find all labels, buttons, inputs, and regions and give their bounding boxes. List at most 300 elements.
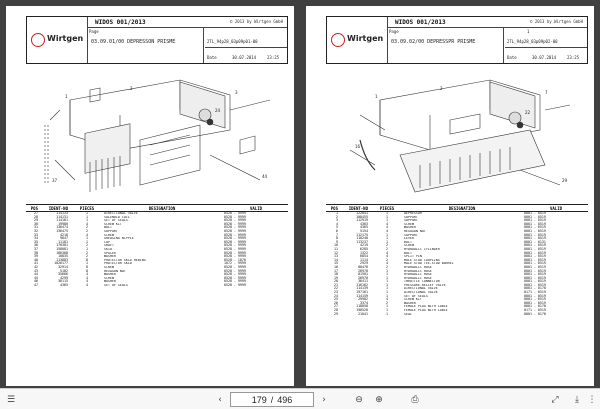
cell-ident: 114159 xyxy=(356,293,368,298)
cell-ident: 158081 xyxy=(56,246,68,251)
cell-pieces: 2 xyxy=(386,257,388,262)
cell-valid: 0528 - 9999 xyxy=(224,264,246,269)
cell-designation: HYDRAULIC HOSE xyxy=(404,273,432,277)
cell-valid: 0528 - 9999 xyxy=(224,211,246,215)
header-pieces: PIECES xyxy=(379,205,395,211)
cell-valid: 0001 - 0519 xyxy=(524,225,546,230)
header-divider xyxy=(503,27,504,63)
cell-designation: SCREW xyxy=(404,244,414,248)
page-title: WIDOS 001/2013 xyxy=(395,19,446,26)
svg-text:44: 44 xyxy=(262,174,268,179)
cell-pos: 16 xyxy=(334,264,338,269)
svg-text:2: 2 xyxy=(440,86,443,91)
cell-pos: 26 xyxy=(334,300,338,305)
more-options-icon[interactable]: ⋮ xyxy=(587,394,597,405)
cell-pieces: 1 xyxy=(86,211,88,215)
cell-pieces: 4 xyxy=(86,282,88,287)
table-row xyxy=(26,284,288,288)
cell-pos: 20 xyxy=(334,279,338,284)
cell-pieces: 2 xyxy=(86,243,88,248)
cell-valid: 0528 - 9999 xyxy=(224,236,246,241)
cell-ident: 112919 xyxy=(356,218,368,223)
cell-pieces: 1 xyxy=(386,279,388,284)
cell-pieces: 2 xyxy=(86,225,88,230)
cell-ident: 36411 xyxy=(358,279,368,284)
cell-ident: 2929 xyxy=(360,261,368,266)
cell-pos: 39 xyxy=(34,254,38,259)
section-title: 03.09.01/00 DEPRESSON PRISME xyxy=(91,39,176,45)
cell-ident: 114133 xyxy=(56,211,68,215)
cell-pieces: 1 xyxy=(386,282,388,287)
cell-pos: 21 xyxy=(334,282,338,287)
cell-pos: 24 xyxy=(334,293,338,298)
cell-designation: SET OF SEALS xyxy=(404,294,428,298)
cell-ident: 1026177 xyxy=(54,261,68,266)
cell-pieces: 1 xyxy=(386,268,388,273)
cell-designation: WASHER xyxy=(104,280,116,284)
cell-pos: 22 xyxy=(334,286,338,291)
cell-pos: 31 xyxy=(34,225,38,230)
cell-valid: 0528 - 9999 xyxy=(224,239,246,244)
cell-pieces: 1 xyxy=(386,239,388,244)
cell-ident: 6854 xyxy=(360,254,368,259)
cell-pos: 5 xyxy=(336,225,338,230)
zoom-in-icon[interactable]: ⊕ xyxy=(375,394,383,405)
cell-pos: 29 xyxy=(34,218,38,223)
cell-valid: 0001 - 0519 xyxy=(524,264,546,269)
cell-designation: HYDRAULIC HOSE xyxy=(404,265,432,269)
svg-text:37: 37 xyxy=(52,178,58,183)
cell-pieces: 1 xyxy=(386,293,388,298)
header-pieces: PIECES xyxy=(79,205,95,211)
cell-pieces: 4 xyxy=(86,275,88,280)
cell-ident: 113883 xyxy=(56,257,68,262)
cell-ident: 4365 xyxy=(60,282,68,287)
cell-pieces: 8 xyxy=(86,257,88,262)
cell-valid: 0001 - 0170 xyxy=(524,286,546,291)
table-body xyxy=(26,212,288,287)
header-ident: IDENT-NO xyxy=(48,205,68,211)
cell-pos: 25 xyxy=(334,297,338,302)
document-page-right xyxy=(306,6,594,386)
cell-pieces: 2 xyxy=(86,228,88,233)
cell-valid: 0528 - 9999 xyxy=(224,275,246,280)
cell-pos: 28 xyxy=(34,214,38,219)
cell-valid: 0001 - 0519 xyxy=(524,282,546,287)
cell-ident: 136474 xyxy=(56,225,68,230)
cell-pos: 7 xyxy=(336,232,338,237)
cell-pos: 10 xyxy=(334,243,338,248)
cell-valid: 0001 - 0519 xyxy=(524,250,546,255)
cell-pos: 14 xyxy=(334,257,338,262)
cell-valid: 0001 - 0519 xyxy=(524,268,546,273)
page-indicator[interactable] xyxy=(230,392,314,407)
time-value: 23:25 xyxy=(567,55,580,60)
cell-pieces: 4 xyxy=(386,250,388,255)
page-label: Page xyxy=(389,29,399,34)
cell-ident: 81501 xyxy=(358,272,368,277)
page-header xyxy=(326,16,588,64)
cell-pieces: 8 xyxy=(86,264,88,269)
cell-designation: WASHER xyxy=(104,255,116,259)
cell-ident: 5182 xyxy=(60,268,68,273)
cell-pieces: 1 xyxy=(386,214,388,219)
cell-ident: 166368 xyxy=(56,250,68,255)
cell-ident: 35666 xyxy=(58,272,68,277)
header-divider xyxy=(387,17,388,63)
header-rule xyxy=(387,27,587,28)
cell-designation: SCREW KIT xyxy=(104,222,122,226)
header-valid: VALID xyxy=(549,205,563,211)
cell-designation: WASHER xyxy=(404,301,416,305)
cell-valid: 0528 - 9999 xyxy=(224,228,246,233)
cell-pieces: 2 xyxy=(386,246,388,251)
cell-valid: 0001 - 0519 xyxy=(524,221,546,226)
cell-valid: 0001 - 0170 xyxy=(524,311,546,316)
menu-icon[interactable]: ☰ xyxy=(6,394,16,405)
cell-designation: CAP xyxy=(104,240,110,244)
date-label: Date xyxy=(207,55,217,60)
cell-designation: BOLT xyxy=(404,251,412,255)
cell-pos: 33 xyxy=(34,232,38,237)
cell-pos: 44 xyxy=(34,272,38,277)
logo-text: Wirtgen xyxy=(47,34,84,43)
cell-valid: 0528 - 9999 xyxy=(224,250,246,255)
cell-pieces: 1 xyxy=(86,261,88,266)
cell-valid: 0001 - 0519 xyxy=(524,214,546,219)
header-divider xyxy=(203,27,204,63)
header-divider xyxy=(87,17,88,63)
cell-designation: SOLENOID COIL xyxy=(104,215,130,219)
cell-designation: SCREW xyxy=(104,265,114,269)
header-pos: POS xyxy=(30,205,38,211)
cell-pieces: 4 xyxy=(86,279,88,284)
cell-valid: 1072 - 9999 xyxy=(224,261,246,266)
cell-pieces: 1 xyxy=(386,308,388,313)
cell-designation: BOLT xyxy=(104,226,112,230)
table-body xyxy=(326,212,588,316)
cell-pos: 40 xyxy=(34,257,38,262)
cell-pos: 11 xyxy=(334,246,338,251)
wirtgen-logo xyxy=(327,31,385,53)
cell-pos: 46 xyxy=(34,279,38,284)
header-designation: DESIGNATION xyxy=(448,205,476,211)
cell-valid: 0001 - 0519 xyxy=(524,293,546,298)
logo-circle-icon xyxy=(331,33,345,47)
cell-designation: PRESSURE-RELIEF VALVE xyxy=(404,283,446,287)
cell-pieces: 1 xyxy=(386,290,388,295)
cell-designation: SCREW xyxy=(104,233,114,237)
cell-pieces: 1 xyxy=(386,236,388,241)
cell-pieces: 1 xyxy=(386,272,388,277)
print-icon[interactable]: ⎙ xyxy=(411,394,419,405)
exploded-parts-drawing xyxy=(30,70,280,200)
cell-pos: 38 xyxy=(34,250,38,255)
cell-valid: 0001 - 0519 xyxy=(524,297,546,302)
svg-text:16: 16 xyxy=(355,144,361,149)
cell-pieces: 4 xyxy=(386,297,388,302)
cell-valid: 0001 - 0519 xyxy=(524,218,546,223)
cell-designation: MALE STUD COUPLING xyxy=(404,258,440,262)
cell-ident: 4218 xyxy=(60,232,68,237)
cell-ident: 136475 xyxy=(56,228,68,233)
viewer-toolbar xyxy=(0,388,600,409)
cell-valid: 0528 - 1070 xyxy=(224,257,246,262)
cell-ident: 198520 xyxy=(356,308,368,313)
svg-text:3: 3 xyxy=(235,90,238,95)
cell-pos: 27 xyxy=(334,304,338,309)
cell-valid: 0001 - 0519 xyxy=(524,272,546,277)
cell-designation: PROTECTOR SKID HEBING xyxy=(104,258,146,262)
logo-text: Wirtgen xyxy=(347,34,384,43)
current-page-number[interactable]: 179 xyxy=(251,394,267,405)
cell-valid: 0001 - 0519 xyxy=(524,243,546,248)
copyright-text: © 2013 by Wirtgen GmbH xyxy=(530,19,583,24)
cell-ident: 4219 xyxy=(360,243,368,248)
cell-ident: 110240 xyxy=(356,236,368,241)
cell-designation: HYDRAULIC CYLINDER xyxy=(404,247,440,251)
date-label: Date xyxy=(507,55,517,60)
cell-ident: 4363 xyxy=(360,221,368,226)
cell-designation: SUPPORT xyxy=(404,215,418,219)
cell-pieces: 1 xyxy=(386,218,388,223)
cell-pos: 42 xyxy=(34,264,38,269)
cell-valid: 0528 - 9999 xyxy=(224,214,246,219)
cell-pos: 35 xyxy=(34,239,38,244)
cell-designation: HYDRAULIC HOSE xyxy=(404,276,432,280)
cell-pos: 8 xyxy=(336,236,338,241)
zoom-out-icon[interactable]: ⊖ xyxy=(355,394,363,405)
cell-pos: 6 xyxy=(336,228,338,233)
cell-designation: DIRECTIONAL VALVE xyxy=(404,291,438,295)
svg-text:2: 2 xyxy=(130,86,133,91)
cell-valid: 0528 - 9999 xyxy=(224,268,246,273)
cell-ident: 114139 xyxy=(356,286,368,291)
header-valid: VALID xyxy=(249,205,263,211)
cell-valid: 0528 - 9999 xyxy=(224,282,246,287)
cell-pos: 12 xyxy=(334,250,338,255)
cell-ident: 26978 xyxy=(358,268,368,273)
logo-circle-icon xyxy=(31,33,45,47)
cell-pos: 47 xyxy=(34,282,38,287)
cell-valid: 0001 - 0519 xyxy=(524,246,546,251)
header-designation: DESIGNATION xyxy=(148,205,176,211)
cell-designation: SKID xyxy=(104,247,112,251)
svg-text:22: 22 xyxy=(525,110,531,115)
cell-pieces: 1 xyxy=(386,311,388,316)
wirtgen-logo xyxy=(27,31,85,53)
cell-ident: 4299 xyxy=(60,275,68,280)
cell-designation: SUPPORT xyxy=(104,229,118,233)
cell-designation: SPLIT PIN xyxy=(404,255,422,259)
cell-pos: 27 xyxy=(34,211,38,215)
cell-designation: SUPPORT xyxy=(404,233,418,237)
cell-pos: 37 xyxy=(34,246,38,251)
cell-designation: FEMALE PLUG WITH CABLE xyxy=(404,309,448,313)
cell-pos: 18 xyxy=(334,272,338,277)
cell-designation: DIRECTIONAL VALVE xyxy=(104,212,138,215)
previous-page-button[interactable]: ‹ xyxy=(218,394,222,405)
cell-ident: 112175 xyxy=(356,232,368,237)
cell-pos: 17 xyxy=(334,268,338,273)
svg-text:1: 1 xyxy=(375,94,378,99)
cell-designation: SUPPORT xyxy=(404,219,418,223)
cell-pos: 2 xyxy=(336,214,338,219)
cell-designation: GREASING NIPPLE xyxy=(104,237,134,241)
cell-ident: 36115 xyxy=(58,279,68,284)
cell-valid: 0001 - 0519 xyxy=(524,236,546,241)
cell-pos: 15 xyxy=(334,261,338,266)
cell-pieces: 1 xyxy=(86,218,88,223)
cell-ident: 80478 xyxy=(358,264,368,269)
cell-valid: 0001 - 0519 xyxy=(524,279,546,284)
cell-valid: 0001 - 0519 xyxy=(524,275,546,280)
cell-valid: 0001 - 0519 xyxy=(524,232,546,237)
cell-ident: 122841 xyxy=(356,211,368,215)
cell-designation: SPACER xyxy=(104,251,116,255)
svg-text:1: 1 xyxy=(65,94,68,99)
cell-ident: 26970 xyxy=(358,275,368,280)
cell-pieces: 8 xyxy=(86,268,88,273)
header-ident: IDENT-NO xyxy=(348,205,368,211)
cell-valid: 0001 - 0519 xyxy=(524,257,546,262)
cell-pos: 3 xyxy=(336,218,338,223)
svg-text:7: 7 xyxy=(545,90,548,95)
cell-pieces: 2 xyxy=(86,254,88,259)
cell-valid: 0528 - 9999 xyxy=(224,243,246,248)
cell-pieces: 4 xyxy=(86,221,88,226)
cell-pieces: 2 xyxy=(386,300,388,305)
cell-pieces: 1 xyxy=(386,304,388,309)
cell-pieces: 4 xyxy=(386,228,388,233)
cell-designation: SET OF SEALS xyxy=(104,219,128,223)
cell-ident: 4365 xyxy=(360,225,368,230)
time-value: 23:25 xyxy=(267,55,280,60)
cell-ident: 21041 xyxy=(358,311,368,316)
cell-designation: MALE STUD TEE-STUD BARREL xyxy=(404,262,454,266)
page-number: 1 xyxy=(527,29,530,34)
cell-pieces: 1 xyxy=(86,239,88,244)
cell-designation: LEVER xyxy=(404,237,414,241)
cell-designation: FEMALE PLUG WITH CABLE xyxy=(404,305,448,309)
cell-ident: 1322 xyxy=(360,250,368,255)
cell-ident: 108455 xyxy=(356,214,368,219)
svg-text:29: 29 xyxy=(562,178,568,183)
cell-valid: 0001 - 0519 xyxy=(524,211,546,215)
cell-valid: 0001 - 0519 xyxy=(524,300,546,305)
parts-table xyxy=(26,204,288,287)
cell-ident: 11181 xyxy=(58,239,68,244)
cell-ident: 3374 xyxy=(360,300,368,305)
cell-designation: HEXAGON NUT xyxy=(404,229,426,233)
cell-pos: 28 xyxy=(334,308,338,313)
cell-ident: 118858 xyxy=(356,304,368,309)
cell-valid: 0528 - 9999 xyxy=(224,246,246,251)
download-icon[interactable]: ⤓ xyxy=(575,394,579,405)
cell-designation: SET OF SEALS xyxy=(104,283,128,287)
cell-valid: 0171 - 0519 xyxy=(524,308,546,313)
cell-ident: 116162 xyxy=(356,282,368,287)
header-rule xyxy=(205,47,287,48)
cell-valid: 0528 - 9999 xyxy=(224,232,246,237)
cell-valid: 0001 - 0170 xyxy=(524,304,546,309)
cell-pos: 32 xyxy=(34,228,38,233)
cell-pieces: 4 xyxy=(386,225,388,230)
cell-designation: SEAL xyxy=(404,312,412,316)
fit-page-icon[interactable]: ⤢ xyxy=(551,394,559,405)
cell-ident: 6285 xyxy=(360,246,368,251)
cell-pos: 9 xyxy=(336,239,338,244)
cell-valid: 0001 - 0519 xyxy=(524,228,546,233)
section-title: 03.09.02/00 DEPRESSPR PRISME xyxy=(391,39,476,45)
cell-pieces: 1 xyxy=(86,246,88,251)
cell-ident: 19980 xyxy=(58,221,68,226)
cell-pieces: 2 xyxy=(86,250,88,255)
cell-designation: HYDRAULIC HOSE xyxy=(404,269,432,273)
cell-pos: 36 xyxy=(34,243,38,248)
cell-designation: PROTECTOR SKID xyxy=(104,262,132,266)
cell-pieces: 2 xyxy=(386,243,388,248)
cell-designation: HEXAGON NUT xyxy=(104,269,126,273)
cell-ident: 197161 xyxy=(356,290,368,295)
exploded-parts-drawing xyxy=(330,70,580,200)
cell-pieces: 4 xyxy=(386,221,388,226)
date-value: 30.07.2014 xyxy=(232,55,257,60)
cell-pos: 43 xyxy=(34,268,38,273)
cell-valid: 0528 - 9999 xyxy=(224,218,246,223)
cell-ident: 32914 xyxy=(58,264,68,269)
cell-pos: 23 xyxy=(334,290,338,295)
cell-designation: SCREW xyxy=(104,276,114,280)
cell-pieces: 4 xyxy=(86,272,88,277)
cell-valid: 0528 - 9999 xyxy=(224,272,246,277)
total-pages: 496 xyxy=(277,394,293,405)
cell-pieces: 2 xyxy=(386,264,388,269)
cell-valid: 0171 - 0519 xyxy=(524,290,546,295)
cell-pos: 41 xyxy=(34,261,38,266)
cell-pos: 1 xyxy=(336,211,338,215)
cell-valid: 0001 - 0131 xyxy=(524,239,546,244)
page-title: WIDOS 001/2013 xyxy=(95,19,146,26)
cell-valid: 0528 - 9999 xyxy=(224,254,246,259)
cell-valid: 0528 - 9999 xyxy=(224,221,246,226)
cell-pos: 4 xyxy=(336,221,338,226)
cell-pieces: 1 xyxy=(386,211,388,215)
cell-pieces: 4 xyxy=(86,232,88,237)
cell-valid: 0001 - 0519 xyxy=(524,254,546,259)
cell-ident: 5154 xyxy=(360,228,368,233)
drawing-code: 2TL_94p28_03p09p02-00 xyxy=(507,39,558,44)
cell-designation: SCREW KIT xyxy=(404,298,422,302)
cell-pieces: 1 xyxy=(86,236,88,241)
cell-designation: SHAFT xyxy=(104,244,114,248)
next-page-button[interactable]: › xyxy=(322,394,326,405)
cell-ident: 1114 xyxy=(360,257,368,262)
page-label: Page xyxy=(89,29,99,34)
cell-ident: 10835 xyxy=(58,254,68,259)
cell-pieces: 1 xyxy=(386,232,388,237)
cell-ident: 113237 xyxy=(356,239,368,244)
cell-valid: 0001 - 0519 xyxy=(524,261,546,266)
cell-valid: 0528 - 9999 xyxy=(224,279,246,284)
cell-valid: 0528 - 9999 xyxy=(224,225,246,230)
cell-pieces: 1 xyxy=(386,275,388,280)
cell-pos: 19 xyxy=(334,275,338,280)
table-row xyxy=(326,313,588,317)
cell-designation: BOLT xyxy=(404,240,412,244)
cell-ident: 114161 xyxy=(56,218,68,223)
page-separator: / xyxy=(270,394,274,405)
